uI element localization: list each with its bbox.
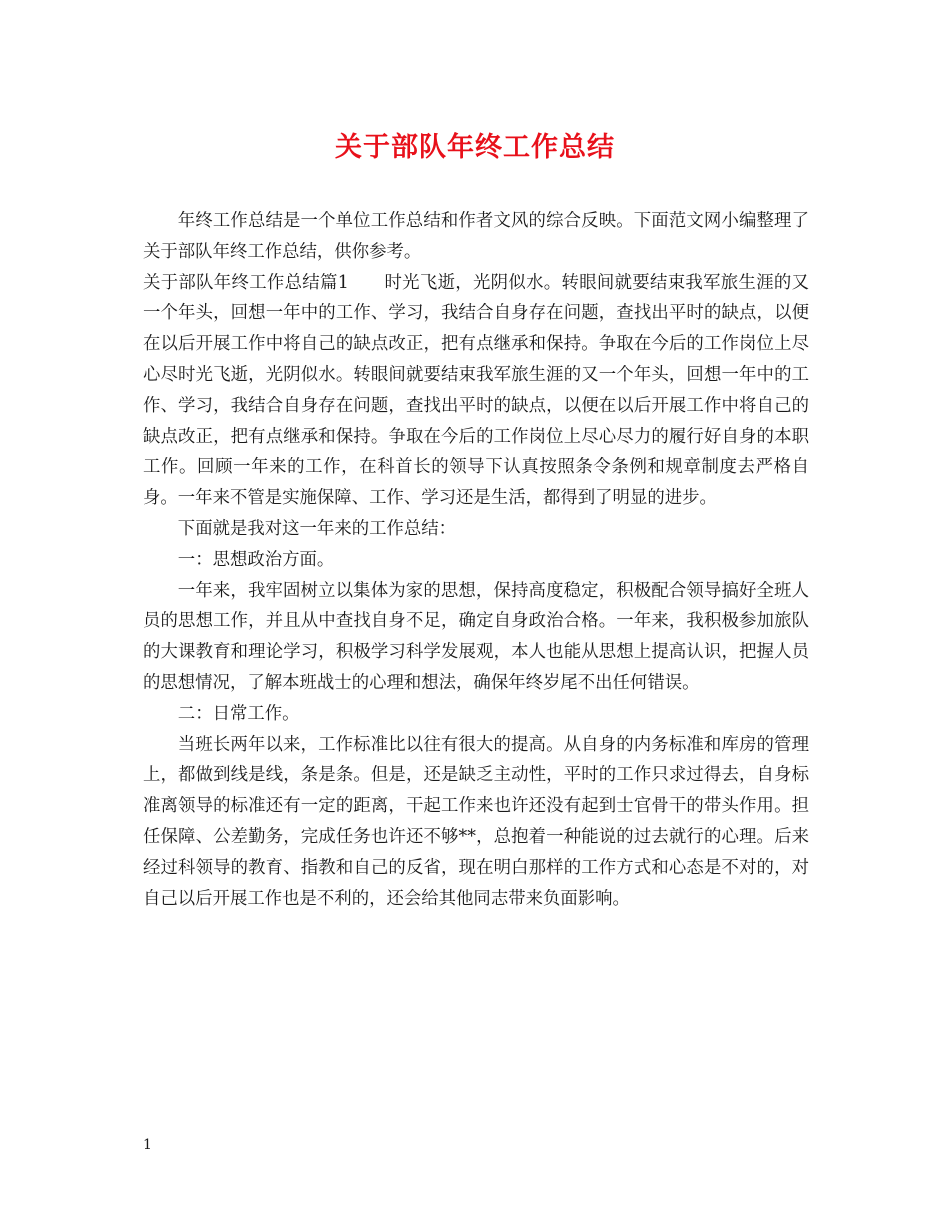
heading-political-thought: 一：思想政治方面。	[177, 549, 335, 570]
paragraph-political-thought: 一年来，我牢固树立以集体为家的思想，保持高度稳定，积极配合领导搞好全班人员的思想工作，并且从中查找自身不足，确定自身政治合格。一年来，我积极参加旅队的大课教育和理论学习，积极学习科学发展观，本人也能从思想上提高认识，把握人员的思想情况，了解本班战士的心理和想法，确保年终岁尾不出任何错误。	[143, 580, 809, 693]
paragraph-daily-work: 当班长两年以来，工作标准比以往有很大的提高。从自身的内务标准和库房的管理上，都做到线是线，条是条。但是，还是缺乏主动性，平时的工作只求过得去，自身标准离领导的标准还有一定的距离，干起工作来也许还没有起到士官骨干的带头作用。担任保障、公差勤务，完成任务也许还不够**，总抱着一种能说的过去就行的心理。后来经过科领导的教育、指教和自己的反省，现在明白那样的工作方式和心态是不对的，对自己以后开展工作也是不利的，还会给其他同志带来负面影响。	[143, 734, 809, 909]
paragraph-section-one: 关于部队年终工作总结篇1 时光飞逝，光阴似水。转眼间就要结束我军旅生涯的又一个年头，回想一年中的工作、学习，我结合自身存在问题，查找出平时的缺点，以便在以后开展工作中将自己的缺点改正，把有点继承和保持。争取在今后的工作岗位上尽心尽时光飞逝，光阴似水。转眼间就要结束我军旅生涯的又一个年头，回想一年中的工作、学习，我结合自身存在问题，查找出平时的缺点，以便在以后开展工作中将自己的缺点改正，把有点继承和保持。争取在今后的工作岗位上尽心尽力的履行好自身的本职工作。回顾一年来的工作，在科首长的领导下认真按照条令条例和规章制度去严格自身。一年来不管是实施保障、工作、学习还是生活，都得到了明显的进步。	[143, 272, 809, 509]
page-number: 1	[143, 1137, 152, 1153]
heading-daily-work: 二：日常工作。	[177, 703, 300, 724]
paragraph-summary-lead: 下面就是我对这一年来的工作总结：	[177, 518, 457, 539]
paragraph-intro: 年终工作总结是一个单位工作总结和作者文风的综合反映。下面范文网小编整理了关于部队年终工作总结，供你参考。	[143, 211, 809, 262]
document-title: 关于部队年终工作总结	[335, 132, 615, 163]
document-body	[143, 206, 809, 914]
